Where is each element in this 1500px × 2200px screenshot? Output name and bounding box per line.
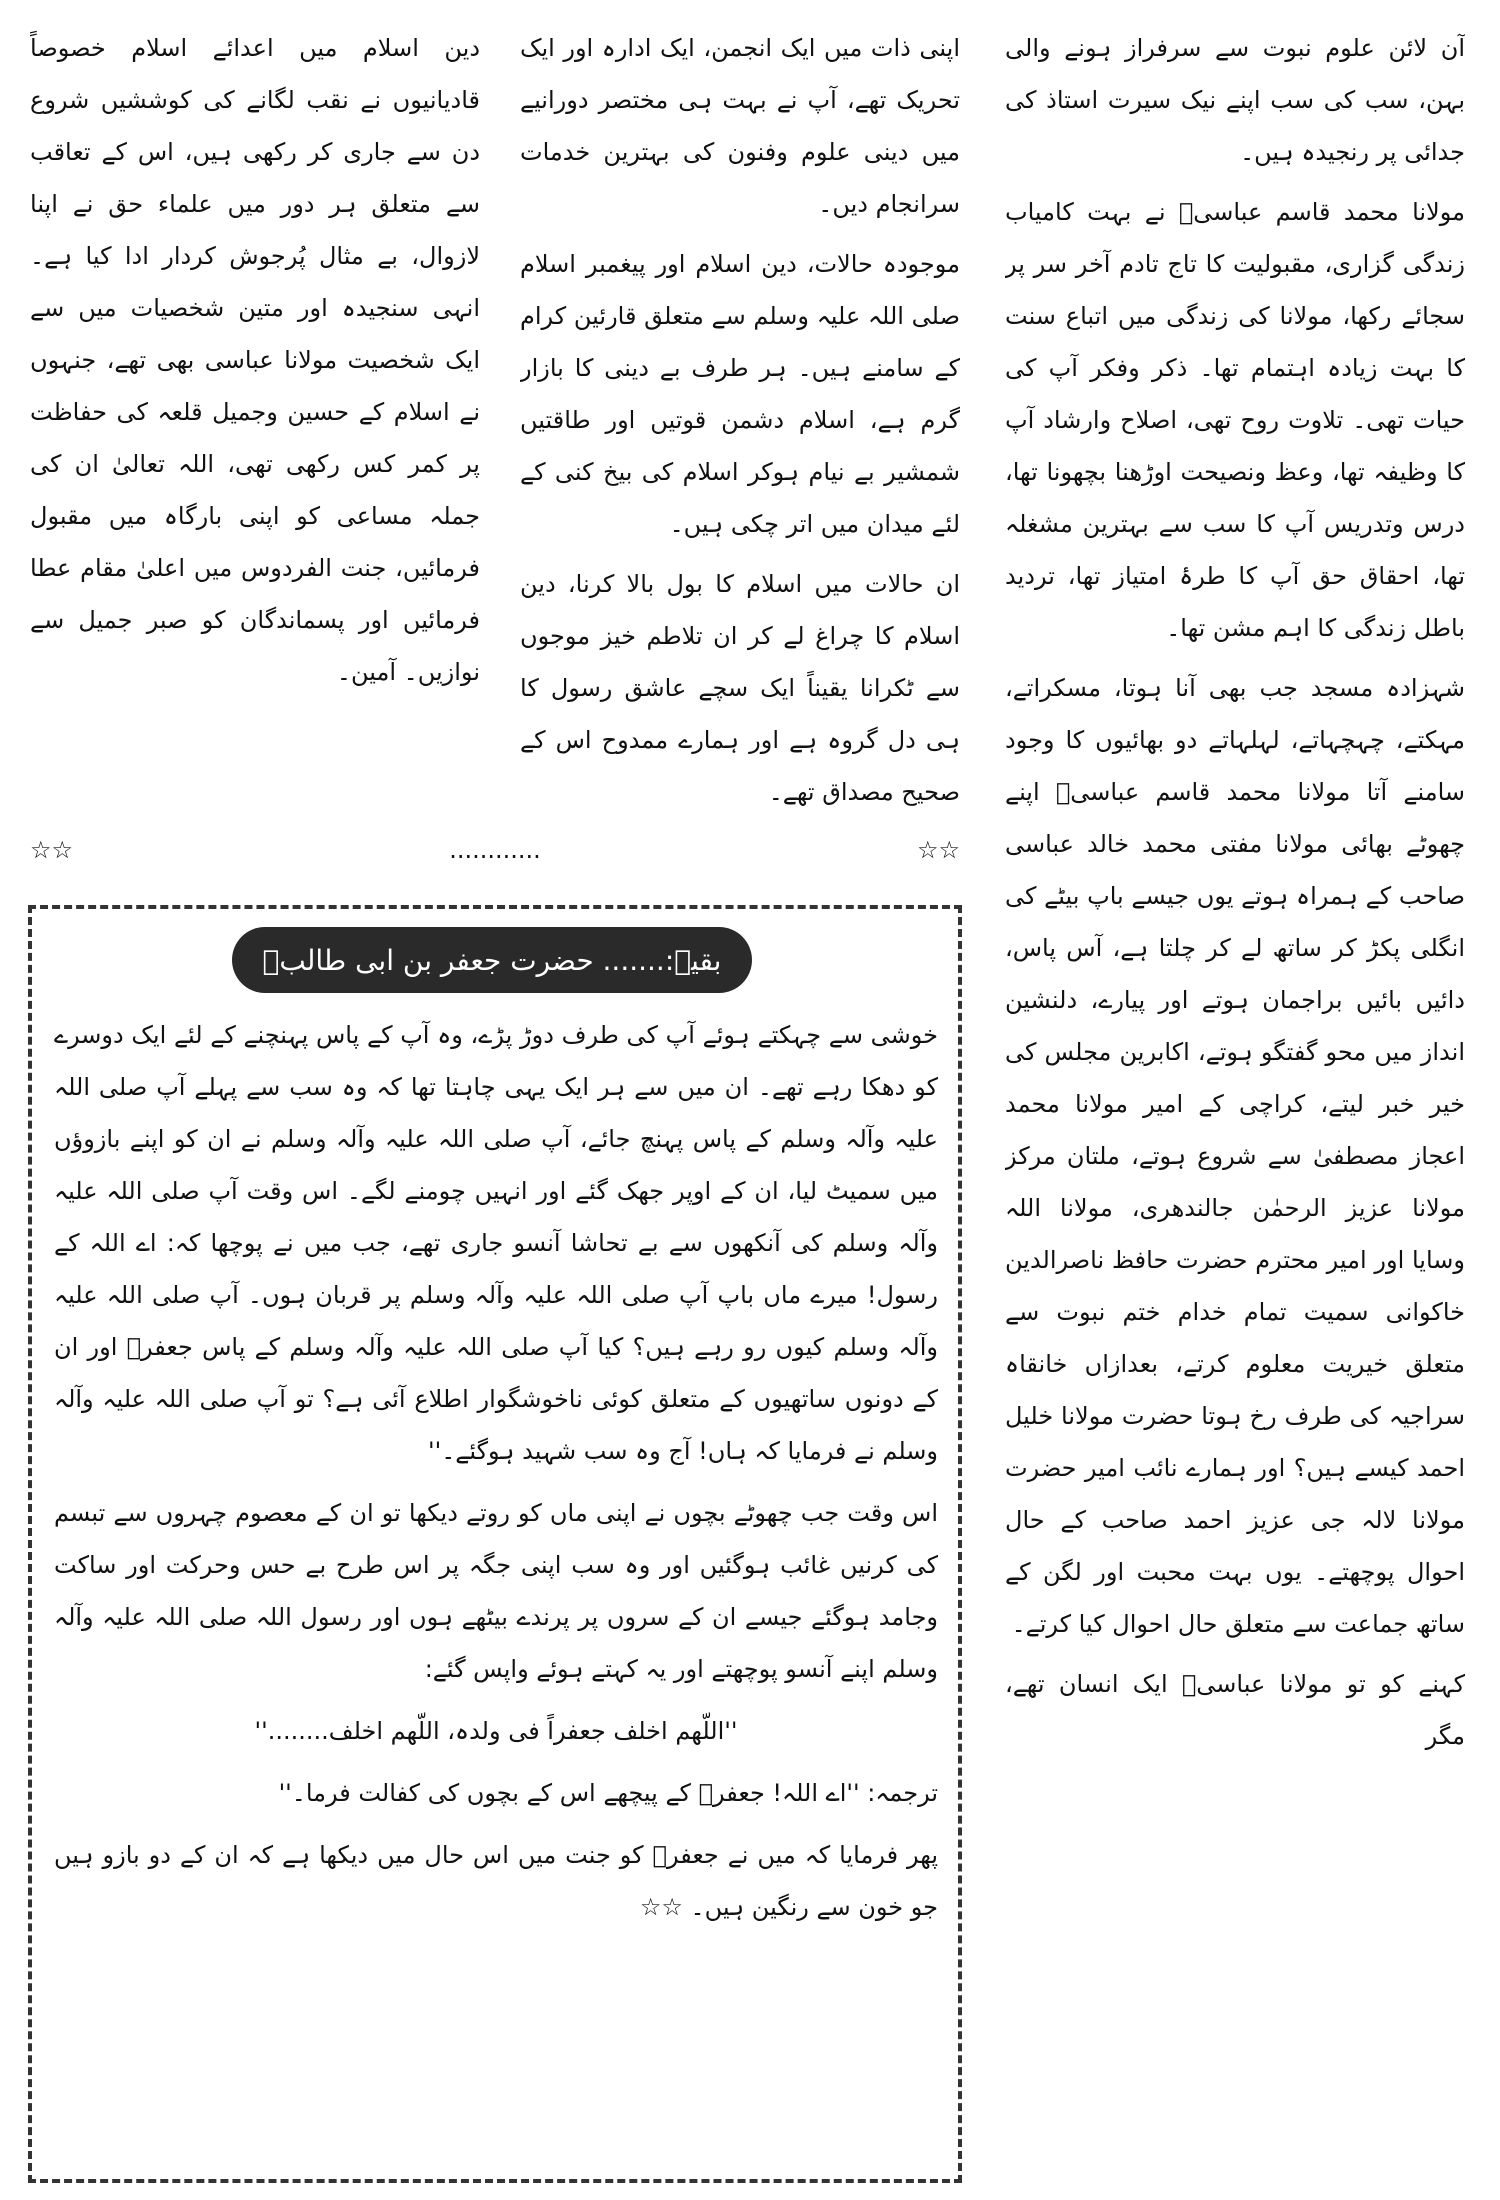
paragraph: اپنی ذات میں ایک انجمن، ایک ادارہ اور ایک تحریک تھے، آپ نے بہت ہی مختصر دورانیے میں دینی علوم وفنون کی بہترین خدمات سرانجام دیں۔ — [520, 34, 960, 218]
paragraph: دین اسلام میں اعدائے اسلام خصوصاً قادیانیوں نے نقب لگانے کی کوششیں شروع دن سے جاری کر رکھی ہیں، اس کے تعاقب سے متعلق ہر دور میں علماء حق نے اپنا لازوال، بے مثال پُرجوش کردار ادا کیا ہے۔ انہی سنجیدہ اور متین شخصیات میں سے ایک شخصیت مولانا عباسی بھی تھے، جنہوں نے اسلام کے حسین وجمیل قلعہ کی حفاظت پر کمر کس رکھی تھی، اللہ تعالیٰ ان کی جملہ مساعی کو اپنی بارگاہ میں مقبول فرمائیں، جنت الفردوس میں اعلیٰ مقام عطا فرمائیں اور پسماندگان کو صبر جمیل سے نوازیں۔ آمین۔ — [30, 34, 480, 686]
article-column-right — [1005, 22, 1465, 2192]
paragraph: موجودہ حالات، دین اسلام اور پیغمبر اسلام صلی اللہ علیہ وسلم سے متعلق قارئین کرام کے سامنے ہیں۔ ہر طرف بے دینی کا بازار گرم ہے، اسلام دشمن قوتیں اور طاقتیں شمشیر بے نیام ہوکر اسلام کی بیخ کنی کے لئے میدان میں اتر چکی ہیں۔ — [520, 250, 960, 538]
continuation-title: بقیہ:....... حضرت جعفر بن ابی طالبؓ — [232, 927, 752, 993]
closing-paragraph: پھر فرمایا کہ میں نے جعفرؓ کو جنت میں اس حال میں دیکھا ہے کہ ان کے دو بازو ہیں جو خون سے رنگین ہیں۔ ☆☆ — [54, 1841, 938, 1921]
paragraph: کہنے کو تو مولانا عباسیؒ ایک انسان تھے، مگر — [1005, 1670, 1465, 1750]
paragraph: آن لائن علوم نبوت سے سرفراز ہونے والی بہن، سب کی سب اپنے نیک سیرت استاذ کی جدائی پر رنجیدہ ہیں۔ — [1005, 34, 1465, 166]
arabic-quote: ''اللّھم اخلف جعفراً فی ولدہ، اللّھم اخلف........'' — [254, 1717, 738, 1745]
section-separator — [30, 830, 960, 870]
paragraph: مولانا محمد قاسم عباسیؒ نے بہت کامیاب زندگی گزاری، مقبولیت کا تاج تادم آخر سر پر سجائے رکھا، مولانا کی زندگی میں اتباع سنت کا بہت زیادہ اہتمام تھا۔ ذکر وفکر آپ کی حیات تھی۔ تلاوت روح تھی، اصلاح وارشاد آپ کا وظیفہ تھا، وعظ ونصیحت اوڑھنا بچھونا تھا، درس وتدریس آپ کا سب سے بہترین مشغلہ تھا، احقاق حق آپ کا طرۂ امتیاز تھا، تردید باطل زندگی کا اہم مشن تھا۔ — [1005, 198, 1465, 642]
paragraph: شہزادہ مسجد جب بھی آنا ہوتا، مسکراتے، مہکتے، چہچہاتے، لہلہاتے دو بھائیوں کا وجود سامنے آتا مولانا محمد قاسم عباسیؒ اپنے چھوٹے بھائی مولانا مفتی محمد خالد عباسی صاحب کے ہمراہ ہوتے یوں جیسے باپ بیٹے کی انگلی پکڑ کر ساتھ لے کر چلتا ہے، آس پاس، دائیں بائیں براجمان ہوتے اور پیارے، دلنشین انداز میں محو گفتگو ہوتے، اکابرین مجلس کی خیر خبر لیتے، کراچی کے امیر مولانا محمد اعجاز مصطفیٰ سے شروع ہوتے، ملتان مرکز مولانا عزیز الرحمٰن جالندھری، مولانا اللہ وسایا اور امیر محترم حضرت حافظ ناصرالدین خاکوانی سمیت تمام خدام ختم نبوت سے متعلق خیریت معلوم کرتے، بعدازاں خانقاہ سراجیہ کی طرف رخ ہوتا حضرت مولانا خلیل احمد کیسے ہیں؟ اور ہمارے نائب امیر حضرت مولانا لالہ جی عزیز احمد صاحب کے حال احوال پوچھتے۔ یوں بہت محبت اور لگن کے ساتھ جماعت سے متعلق حال احوال کیا کرتے۔ — [1005, 674, 1465, 1638]
paragraph: خوشی سے چہکتے ہوئے آپ کی طرف دوڑ پڑے، وہ آپ کے پاس پہنچنے کے لئے ایک دوسرے کو دھکا رہے تھے۔ ان میں سے ہر ایک یہی چاہتا تھا کہ وہ سب سے پہلے آپ صلی اللہ علیہ وآلہ وسلم کے پاس پہنچ جائے، آپ صلی اللہ علیہ وآلہ وسلم نے ان کو اپنے بازوؤں میں سمیٹ لیا، ان کے اوپر جھک گئے اور انہیں چومنے لگے۔ اس وقت آپ صلی اللہ علیہ وآلہ وسلم کی آنکھوں سے بے تحاشا آنسو جاری تھے، جب میں نے پوچھا کہ: اے اللہ کے رسول! میرے ماں باپ آپ صلی اللہ علیہ وآلہ وسلم پر قربان ہوں۔ آپ صلی اللہ علیہ وآلہ وسلم کیوں رو رہے ہیں؟ کیا آپ صلی اللہ علیہ وآلہ وسلم کے پاس جعفرؓ اور ان کے دونوں ساتھیوں کے متعلق کوئی ناخوشگوار اطلاع آئی ہے؟ تو آپ صلی اللہ علیہ وآلہ وسلم نے فرمایا کہ ہاں! آج وہ سب شہید ہوگئے۔'' — [54, 1021, 938, 1465]
translation: ترجمہ: ''اے اللہ! جعفرؓ کے پیچھے اس کے بچوں کی کفالت فرما۔'' — [278, 1779, 938, 1807]
separator-dots: ............ — [449, 836, 541, 864]
article-column-middle — [520, 22, 960, 892]
paragraph: اس وقت جب چھوٹے بچوں نے اپنی ماں کو روتے دیکھا تو ان کے معصوم چہروں سے تبسم کی کرنیں غائب ہوگئیں اور وہ سب اپنی جگہ پر اس طرح بے حس وحرکت اور ساکت وجامد ہوگئے جیسے ان کے سروں پر پرندے بیٹھے ہوں اور رسول اللہ صلی اللہ علیہ وآلہ وسلم اپنے آنسو پوچھتے اور یہ کہتے ہوئے واپس گئے: — [54, 1499, 938, 1683]
continuation-text — [54, 1009, 938, 2169]
continuation-box — [28, 905, 962, 2183]
article-column-left — [30, 22, 480, 892]
stars-left: ☆☆ — [30, 836, 74, 864]
paragraph: ان حالات میں اسلام کا بول بالا کرنا، دین اسلام کا چراغ لے کر ان تلاطم خیز موجوں سے ٹکرانا یقیناً ایک سچے عاشق رسول کا ہی دل گروہ ہے اور ہمارے ممدوح اس کے صحیح مصداق تھے۔ — [520, 570, 960, 806]
stars-right: ☆☆ — [916, 836, 960, 864]
